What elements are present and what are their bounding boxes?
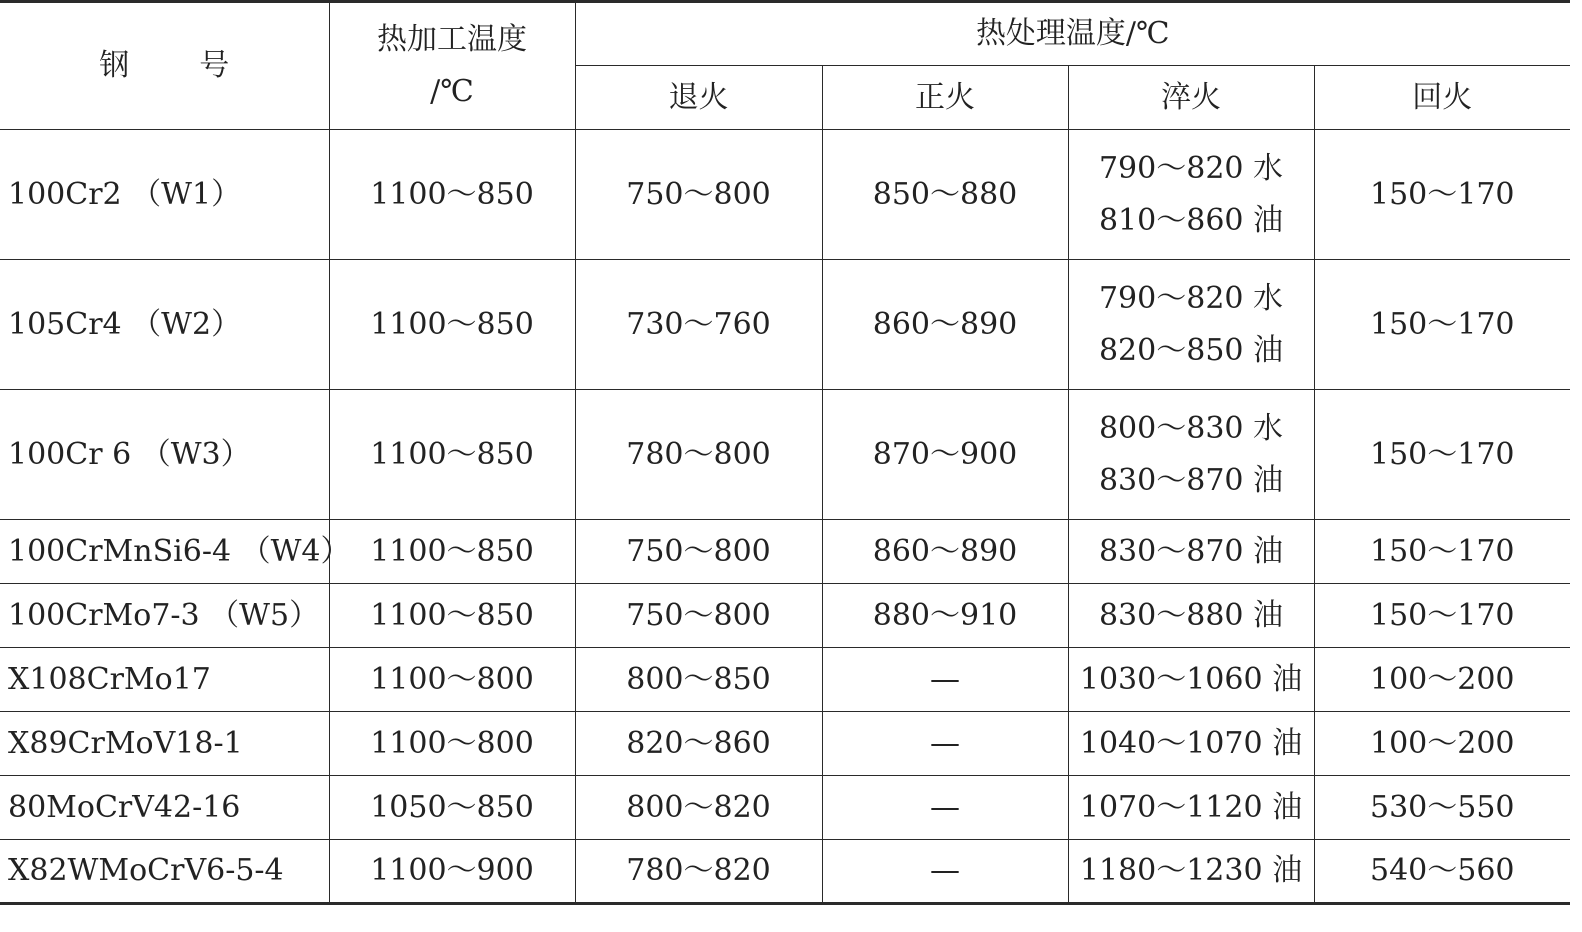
cell-hot-work: 1100～850 — [329, 520, 575, 584]
cell-anneal: 750～800 — [575, 584, 822, 648]
header-heat-treatment: 热处理温度/℃ — [575, 2, 1570, 66]
cell-quench: 830～880 油 — [1068, 584, 1314, 648]
header-steel-no — [0, 2, 329, 130]
cell-steel: X89CrMoV18-1 — [0, 712, 329, 776]
cell-hot-work: 1050～850 — [329, 776, 575, 840]
cell-normalize: — — [822, 712, 1068, 776]
cell-anneal: 800～850 — [575, 648, 822, 712]
table-body — [0, 130, 1570, 904]
cell-temper: 100～200 — [1314, 712, 1570, 776]
header-hot-work-line2: /℃ — [430, 74, 474, 109]
cell-hot-work: 1100～850 — [329, 260, 575, 390]
header-quench: 淬火 — [1068, 66, 1314, 130]
cell-steel: 105Cr4 （W2） — [0, 260, 329, 390]
cell-quench-water: 800～830 水 — [1098, 410, 1284, 446]
table-row — [0, 584, 1570, 648]
cell-quench: 1040～1070 油 — [1068, 712, 1314, 776]
cell-anneal: 780～820 — [575, 840, 822, 904]
cell-anneal: 780～800 — [575, 390, 822, 520]
cell-steel: 80MoCrV42-16 — [0, 776, 329, 840]
cell-quench — [1068, 390, 1314, 520]
cell-quench: 1070～1120 油 — [1068, 776, 1314, 840]
table-row — [0, 260, 1570, 390]
cell-normalize: — — [822, 776, 1068, 840]
cell-anneal: 750～800 — [575, 130, 822, 260]
table-row — [0, 712, 1570, 776]
cell-steel: X82WMoCrV6-5-4 — [0, 840, 329, 904]
cell-temper: 150～170 — [1314, 520, 1570, 584]
header-steel-no-char-1: 钢 — [99, 48, 130, 83]
cell-quench-water: 790～820 水 — [1098, 280, 1284, 316]
cell-steel: 100CrMnSi6-4 （W4） — [0, 520, 329, 584]
cell-hot-work: 1100～850 — [329, 584, 575, 648]
table-row — [0, 776, 1570, 840]
header-anneal: 退火 — [575, 66, 822, 130]
cell-temper: 150～170 — [1314, 390, 1570, 520]
cell-quench-water: 790～820 水 — [1098, 150, 1284, 186]
cell-steel: 100CrMo7-3 （W5） — [0, 584, 329, 648]
cell-temper: 530～550 — [1314, 776, 1570, 840]
header-temper: 回火 — [1314, 66, 1570, 130]
cell-anneal: 820～860 — [575, 712, 822, 776]
cell-quench: 830～870 油 — [1068, 520, 1314, 584]
cell-normalize: 880～910 — [822, 584, 1068, 648]
cell-steel: 100Cr 6 （W3） — [0, 390, 329, 520]
cell-quench-oil: 830～870 油 — [1098, 462, 1284, 498]
header-row-1 — [0, 2, 1570, 66]
cell-hot-work: 1100～800 — [329, 648, 575, 712]
cell-quench — [1068, 130, 1314, 260]
cell-quench — [1068, 260, 1314, 390]
cell-hot-work: 1100～900 — [329, 840, 575, 904]
cell-hot-work: 1100～850 — [329, 390, 575, 520]
cell-temper: 540～560 — [1314, 840, 1570, 904]
table-row — [0, 130, 1570, 260]
cell-anneal: 750～800 — [575, 520, 822, 584]
table-header — [0, 2, 1570, 130]
header-hot-work — [329, 2, 575, 130]
cell-temper: 150～170 — [1314, 130, 1570, 260]
cell-normalize: — — [822, 648, 1068, 712]
cell-quench: 1030～1060 油 — [1068, 648, 1314, 712]
cell-quench: 1180～1230 油 — [1068, 840, 1314, 904]
cell-quench-oil: 820～850 油 — [1098, 332, 1284, 368]
cell-steel: X108CrMo17 — [0, 648, 329, 712]
cell-temper: 150～170 — [1314, 584, 1570, 648]
cell-hot-work: 1100～850 — [329, 130, 575, 260]
cell-steel: 100Cr2 （W1） — [0, 130, 329, 260]
cell-temper: 100～200 — [1314, 648, 1570, 712]
table-row — [0, 648, 1570, 712]
header-normalize: 正火 — [822, 66, 1068, 130]
cell-hot-work: 1100～800 — [329, 712, 575, 776]
cell-normalize: 860～890 — [822, 520, 1068, 584]
cell-normalize: 870～900 — [822, 390, 1068, 520]
table-row — [0, 520, 1570, 584]
cell-anneal: 730～760 — [575, 260, 822, 390]
cell-temper: 150～170 — [1314, 260, 1570, 390]
header-hot-work-line1: 热加工温度 — [377, 22, 527, 57]
cell-anneal: 800～820 — [575, 776, 822, 840]
table-row — [0, 840, 1570, 904]
cell-normalize: 850～880 — [822, 130, 1068, 260]
cell-quench-oil: 810～860 油 — [1098, 202, 1284, 238]
table-row — [0, 390, 1570, 520]
cell-normalize: — — [822, 840, 1068, 904]
cell-normalize: 860～890 — [822, 260, 1068, 390]
header-steel-no-char-2: 号 — [199, 48, 230, 83]
